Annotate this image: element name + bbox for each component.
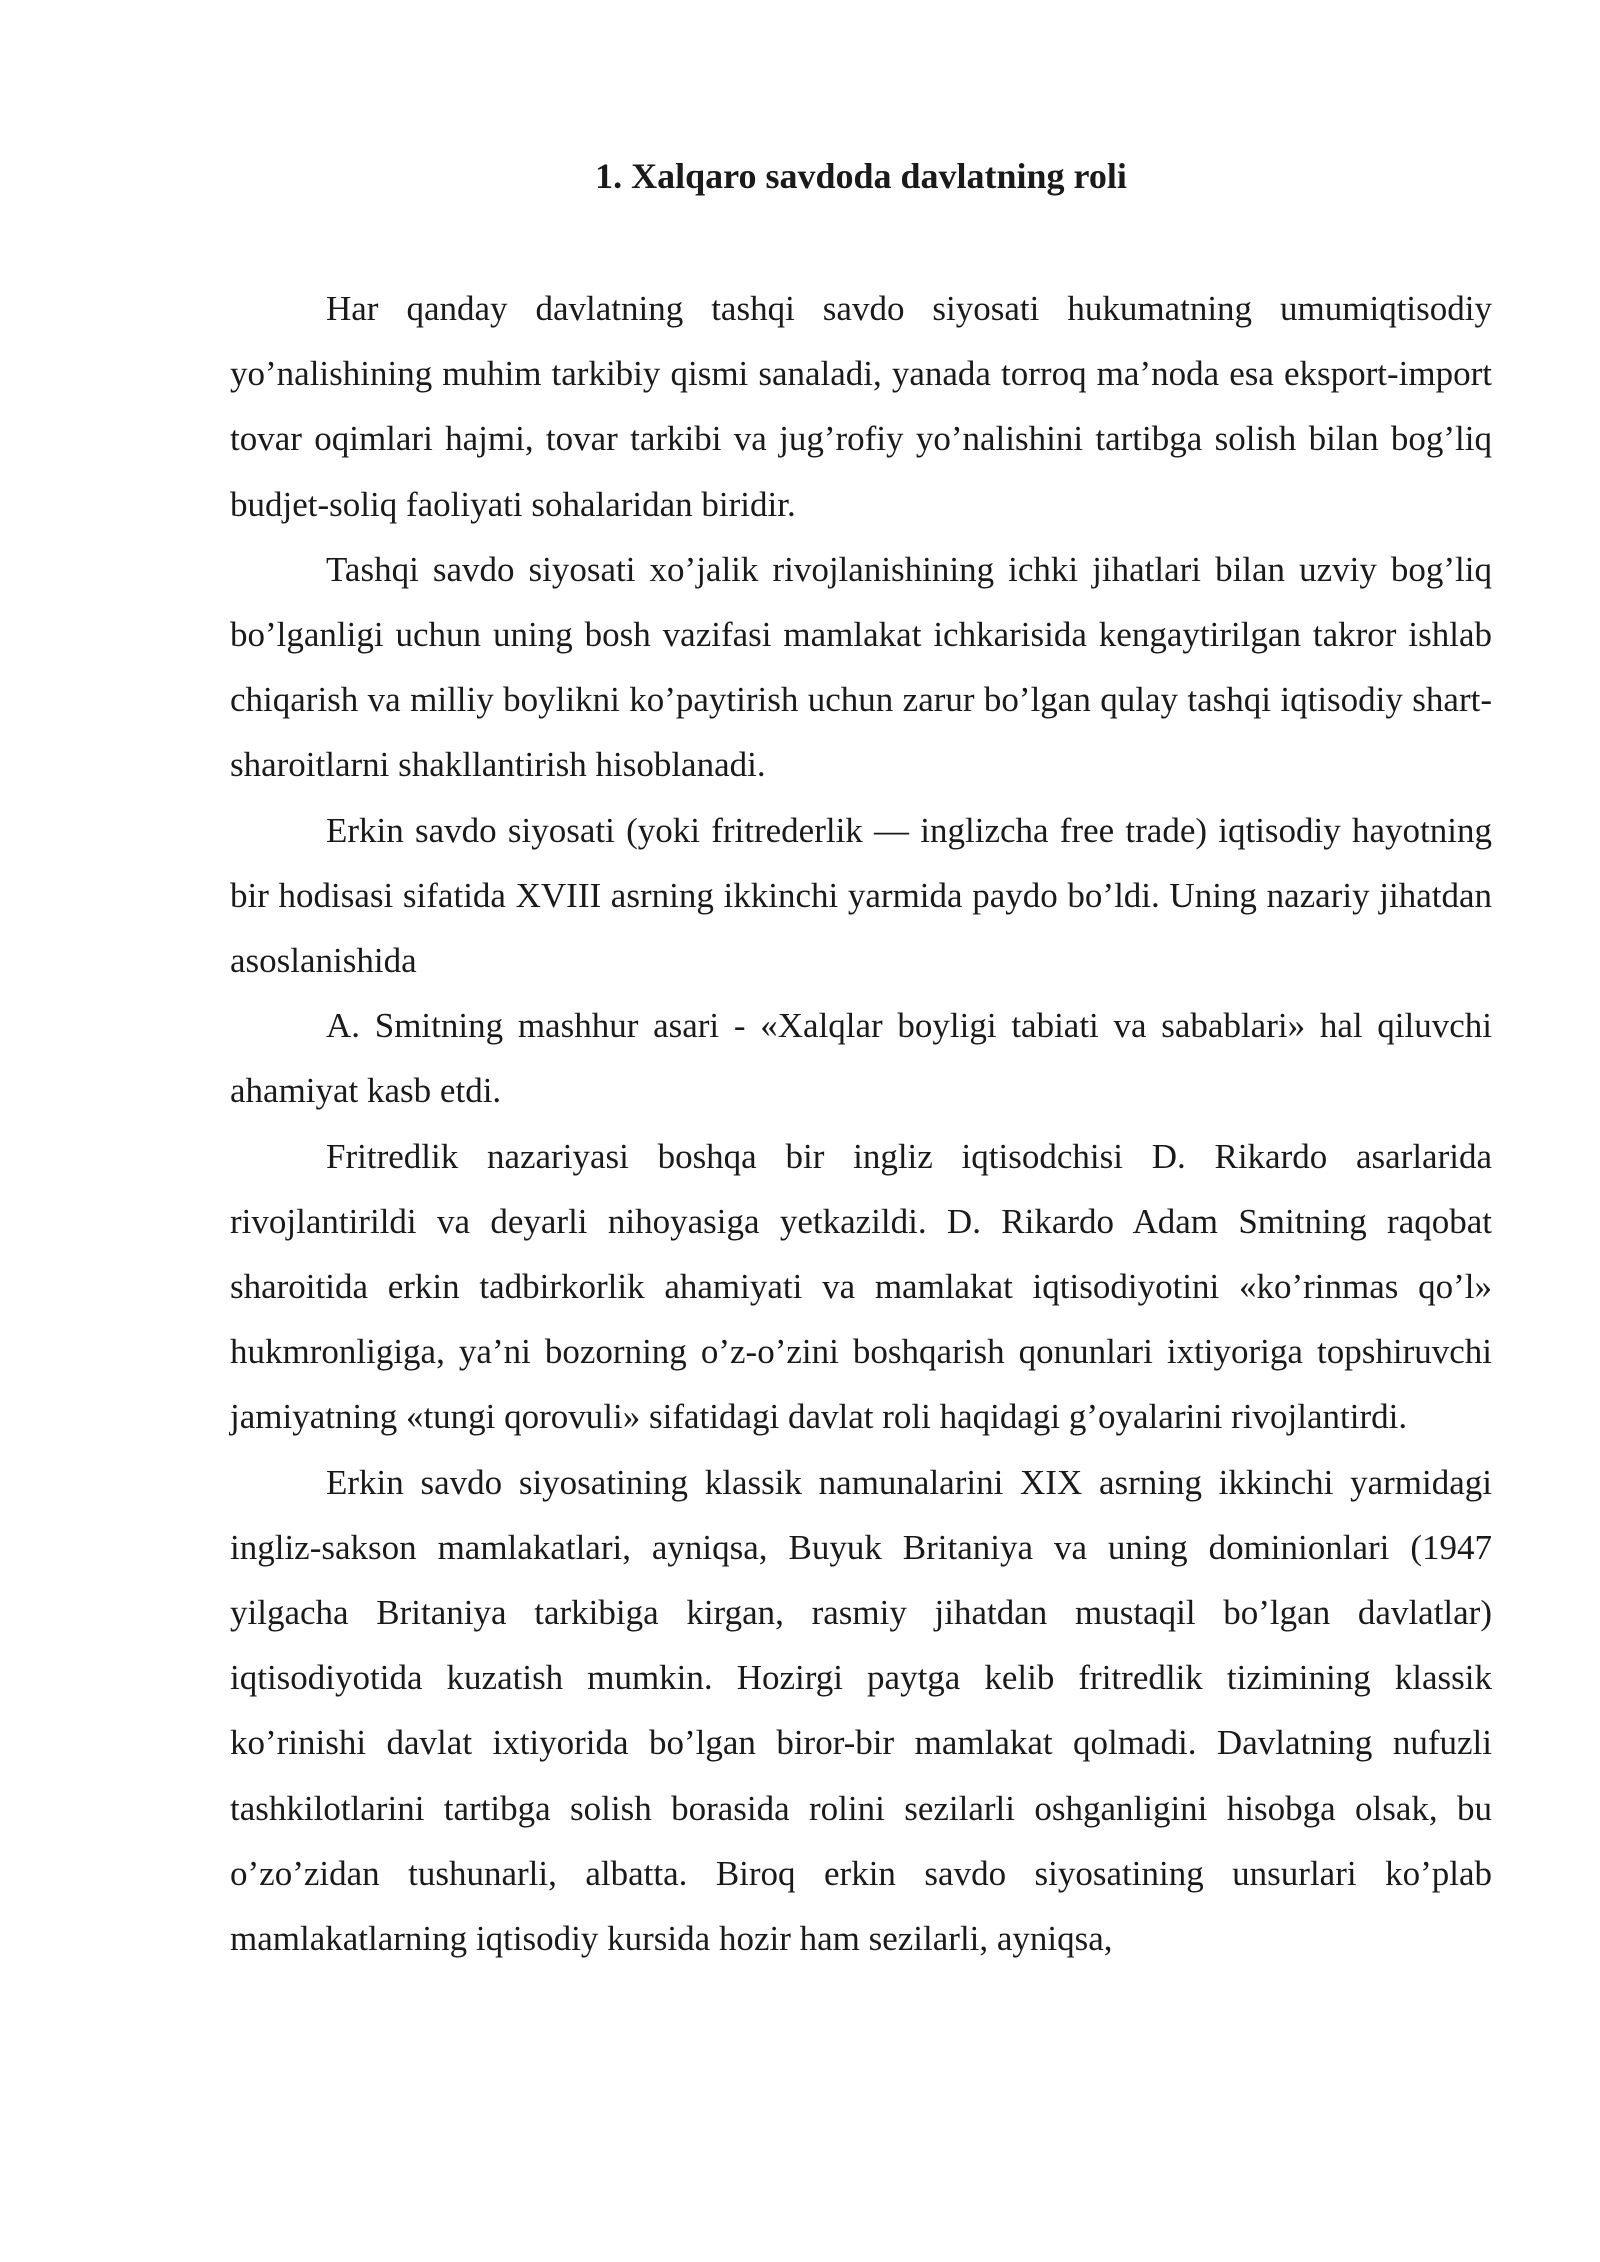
paragraph-2: Tashqi savdo siyosati xo’jalik rivojlanishining ichki jihatlari bilan uzviy bog’liq bo’lganligi uchun uning bosh vazifasi mamlakat ichkarisida kengaytirilgan takror ishlab chiqarish va milliy boylikni ko’paytirish uchun zarur bo’lgan qulay tashqi iqtisodiy shart-sharoitlarni shakllantirish hisoblanadi. (230, 549, 1492, 785)
paragraph-1: Har qanday davlatning tashqi savdo siyosati hukumatning umumiqtisodiy yo’nalishining muhim tarkibiy qismi sanaladi, yanada torroq ma’noda esa eksport-import tovar oqimlari hajmi, tovar tarkibi va jug’rofiy yo’nalishini tartibga solish bilan bog’liq budjet-soliq faoliyati sohalaridan biridir. (230, 289, 1492, 524)
paragraph-4: A. Smitning mashhur asari - «Xalqlar boyligi tabiati va sabablari» hal qiluvchi ahamiyat kasb etdi. (230, 1006, 1492, 1111)
paragraph-5: Fritredlik nazariyasi boshqa bir ingliz iqtisodchisi D. Rikardo asarlarida rivojlantirildi va deyarli nihoyasiga yetkazildi. D. Rikardo Adam Smitning raqobat sharoitida erkin tadbirkorlik ahamiyati va mamlakat iqtisodiyotini «ko’rinmas qo’l» hukmronligiga, ya’ni bozorning o’z-o’zini boshqarish qonunlari ixtiyoriga topshiruvchi jamiyatning «tungi qorovuli» sifatidagi davlat roli haqidagi g’oyalarini rivojlantirdi. (230, 1136, 1492, 1437)
document-body (230, 148, 1492, 1971)
paragraph-3: Erkin savdo siyosati (yoki fritrederlik — inglizcha free trade) iqtisodiy hayotning bir hodisasi sifatida XVIII asrning ikkinchi yarmida paydo bo’ldi. Uning nazariy jihatdan asoslanishida (230, 810, 1492, 981)
page-title: 1. Xalqaro savdoda davlatning roli (595, 156, 1127, 196)
paragraph-6: Erkin savdo siyosatining klassik namunalarini XIX asrning ikkinchi yarmidagi ingliz-sakson mamlakatlari, ayniqsa, Buyuk Britaniya va uning dominionlari (1947 yilgacha Britaniya tarkibiga kirgan, rasmiy jihatdan mustaqil bo’lgan davlatlar) iqtisodiyotida kuzatish mumkin. Hozirgi paytga kelib fritredlik tizimining klassik ko’rinishi davlat ixtiyorida bo’lgan biror-bir mamlakat qolmadi. Davlatning nufuzli tashkilotlarini tartibga solish borasida rolini sezilarli oshganligini hisobga olsak, bu o’zo’zidan tushunarli, albatta. Biroq erkin savdo siyosatining unsurlari ko’plab mamlakatlarning iqtisodiy kursida hozir ham sezilarli, ayniqsa, (230, 1462, 1492, 1959)
